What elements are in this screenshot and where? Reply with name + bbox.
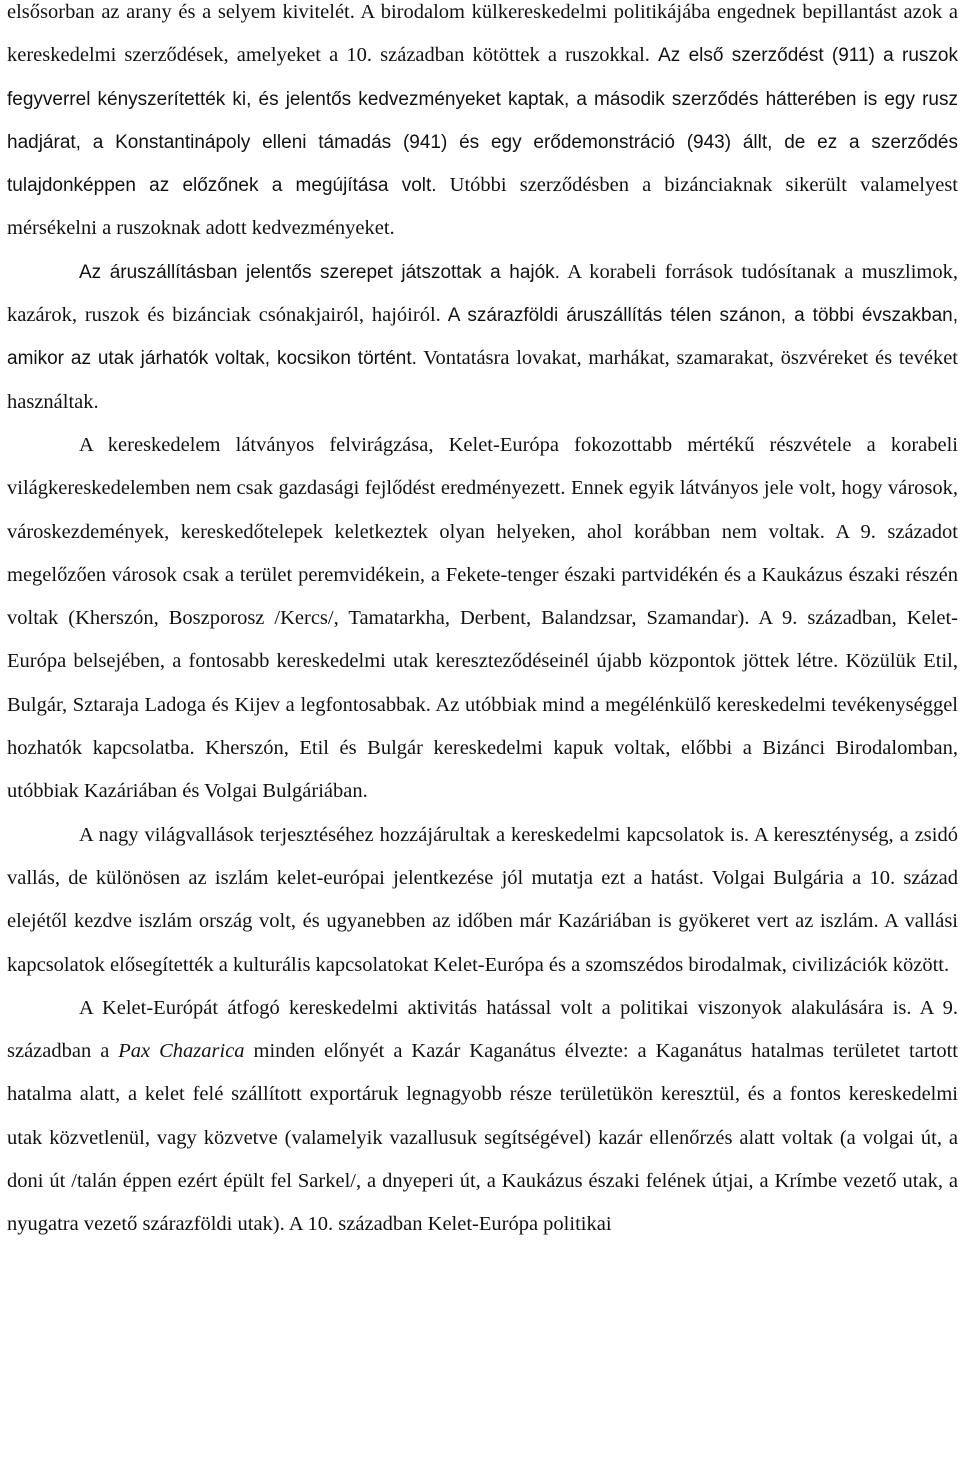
paragraph-5-text-before-italic: A Kelet-Európát átfogó kereskedelmi aktivitás hatással volt a politikai viszonyok alakulására is. A 9. században a [7, 996, 958, 1063]
paragraph-2 [7, 251, 958, 424]
paragraph-2-segment-1: Az áruszállításban jelentős szerepet játszottak a hajók. [79, 261, 560, 283]
paragraph-1 [7, 0, 958, 251]
paragraph-1-segment-2: Az első szerződést (911) a ruszok fegyverrel kényszerítették ki, és jelentős kedvezményeket kaptak, a második szerződés hátterében is egy rusz hadjárat, a Konstantinápoly elleni támadás (941) és egy erődemonstráció (943) állt, de ez a szerződés tulajdonképpen az előzőnek a megújítása volt. [7, 45, 958, 197]
paragraph-1-segment-1: elsősorban az arany és a selyem kivitelét. A birodalom külkereskedelmi politikájába engednek bepillantást azok a kereskedelmi szerződések, amelyeket a 10. században kötöttek a ruszokkal. [7, 1, 958, 67]
paragraph-2-segment-2: A korabeli források tudósítanak a muszlimok, kazárok, ruszok és bizánciak csónakjairól, hajóiról. [7, 260, 959, 327]
paragraph-4: A nagy világvallások terjesztéséhez hozzájárultak a kereskedelmi kapcsolatok is. A kereszténység, a zsidó vallás, de különösen az iszlám kelet-európai jelentkezése jól mutatja ezt a hatást. Volgai Bulgária a 10. század elejétől kezdve iszlám ország volt, és ugyanebben az időben már Kazáriában is gyökeret vert az iszlám. A vallási kapcsolatok elősegítették a kulturális kapcsolatokat Kelet-Európa és a szomszédos birodalmak, civilizációk között. [7, 823, 958, 976]
paragraph-5-text-after-italic: minden előnyét a Kazár Kaganátus élvezte: a Kaganátus hatalmas területet tartott hatalma alatt, a kelet felé szállított exportáruk legnagyobb része területükön keresztül, és a fontos kereskedelmi utak közvetlenül, vagy közvetve (valamelyik vazallusuk segítségével) kazár ellenőrzés alatt voltak (a volgai út, a doni út /talán éppen ezért épült fel Sarkel/, a dnyeperi út, a Kaukázus északi felének útjai, a Krímbe vezető utak, a nyugatra vezető szárazföldi utak). A 10. században Kelet-Európa politikai [7, 1040, 959, 1236]
paragraph-2-segment-4: Vontatásra lovakat, marhákat, szamarakat, öszvéreket és tevéket használtak. [7, 347, 958, 413]
paragraph-2-segment-3: A szárazföldi áruszállítás télen szánon, a többi évszakban, amikor az utak járhatók voltak, kocsikon történt. [7, 305, 958, 370]
paragraph-1-segment-3: Utóbbi szerződésben a bizánciaknak sikerült valamelyest mérsékelni a ruszoknak adott kedvezményeket. [7, 174, 958, 240]
paragraph-5-italic-term: Pax Chazarica [118, 1040, 245, 1063]
paragraph-3: A kereskedelem látványos felvirágzása, Kelet-Európa fokozottabb mértékű részvétele a korabeli világkereskedelemben nem csak gazdasági fejlődést eredményezett. Ennek egyik látványos jele volt, hogy városok, városkezdemények, kereskedőtelepek keletkeztek olyan helyeken, ahol korábban nem voltak. A 9. századot megelőzően városok csak a terület peremvidékein, a Fekete-tenger északi partvidékén és a Kaukázus északi részén voltak (Kherszón, Boszporosz /Kercs/, Tamatarkha, Derbent, Balandzsar, Szamandar). A 9. században, Kelet-Európa belsejében, a fontosabb kereskedelmi utak kereszteződéseinél újabb központok jöttek létre. Közülük Etil, Bulgár, Sztaraja Ladoga és Kijev a legfontosabbak. Az utóbbiak mind a megélénkülő kereskedelmi tevékenységgel hozhatók kapcsolatba. Kherszón, Etil és Bulgár kereskedelmi kapuk voltak, előbbi a Bizánci Birodalomban, utóbbiak Kazáriában és Volgai Bulgáriában. [7, 433, 958, 803]
paragraph-5 [7, 987, 958, 1247]
